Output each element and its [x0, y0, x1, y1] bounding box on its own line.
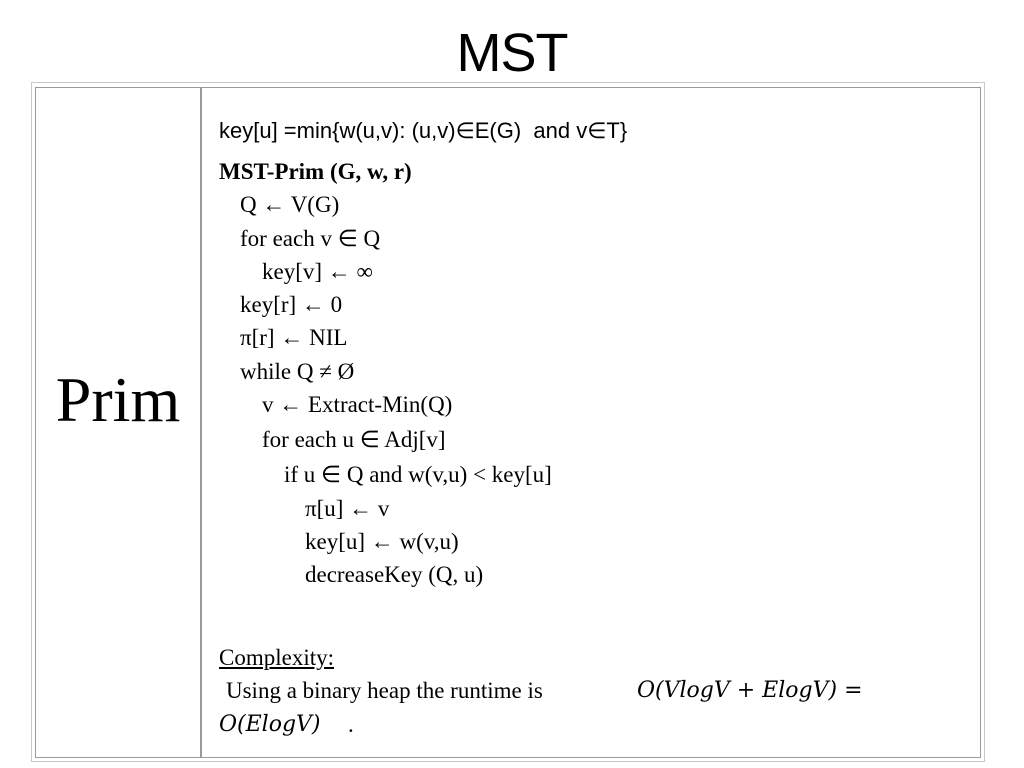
pseudocode-line: decreaseKey (Q, u) — [305, 562, 484, 587]
pseudocode-line: π[r] ← NIL — [240, 325, 348, 350]
complexity-formula-result: O(ElogV) — [219, 712, 321, 737]
complexity-heading: Complexity: — [219, 645, 334, 670]
key-definition: key[u] =min{w(u,v): (u,v)∈E(G) and v∈T} — [219, 118, 628, 143]
complexity-period: . — [348, 712, 354, 737]
row-label: Prim — [55, 364, 181, 435]
pseudocode-line: while Q ≠ Ø — [240, 359, 355, 384]
pseudocode-line: for each v ∈ Q — [240, 226, 381, 251]
pseudocode-line: key[r] ← 0 — [240, 292, 343, 317]
complexity-text: Using a binary heap the runtime is — [226, 678, 543, 703]
pseudocode-line: π[u] ← v — [305, 496, 390, 521]
complexity-formula: O(VlogV + ElogV) = — [637, 678, 863, 703]
pseudocode-line: for each u ∈ Adj[v] — [262, 427, 446, 452]
algorithm-header: MST-Prim (G, w, r) — [219, 159, 412, 184]
slide-title: MST — [456, 23, 568, 83]
pseudocode-line: key[v] ← ∞ — [262, 259, 373, 284]
pseudocode-line: Q ← V(G) — [240, 192, 340, 217]
pseudocode-line: key[u] ← w(v,u) — [305, 529, 459, 554]
pseudocode-line: v ← Extract-Min(Q) — [262, 392, 453, 417]
pseudocode-line: if u ∈ Q and w(v,u) < key[u] — [284, 462, 552, 487]
